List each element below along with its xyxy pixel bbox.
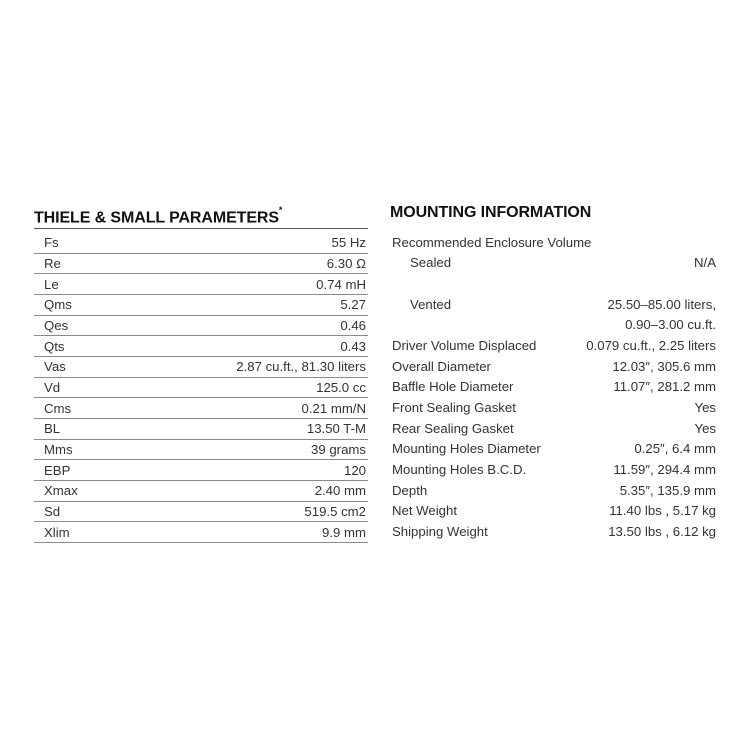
left-param-value: 39 grams — [311, 441, 366, 457]
left-param-label: Fs — [44, 235, 59, 251]
left-param-row — [34, 357, 368, 378]
right-mount-row — [390, 356, 716, 377]
left-param-row — [34, 295, 368, 316]
right-mount-row — [390, 418, 716, 439]
left-param-value: 13.50 T-M — [306, 421, 366, 437]
right-mount-value: 11.40 lbs , 5.17 kg — [609, 503, 716, 519]
right-mount-row — [390, 315, 716, 336]
right-mount-row — [390, 480, 716, 501]
left-param-value: 0.46 — [340, 317, 366, 333]
left-param-label: Sd — [44, 503, 61, 519]
left-param-label: Qts — [44, 338, 65, 354]
right-mount-value: 11.07″, 281.2 mm — [613, 379, 716, 395]
left-param-value: 9.9 mm — [322, 524, 366, 540]
left-param-label: Qms — [44, 297, 72, 313]
left-param-row — [34, 254, 368, 275]
right-mount-label: Overall Diameter — [392, 358, 491, 374]
right-mount-value: N/A — [694, 255, 716, 271]
right-mount-label: Net Weight — [392, 503, 457, 519]
right-mount-value: 0.079 cu.ft., 2.25 liters — [586, 338, 716, 354]
left-param-row — [34, 481, 368, 502]
left-param-label: Re — [44, 255, 61, 271]
right-mount-label: Driver Volume Displaced — [392, 338, 537, 354]
left-param-label: Mms — [44, 441, 73, 457]
left-param-label: Qes — [44, 317, 69, 333]
left-param-label: Cms — [44, 400, 72, 416]
mounting-information-section — [390, 198, 716, 542]
right-mount-label: Baffle Hole Diameter — [392, 379, 514, 395]
left-param-row — [34, 336, 368, 357]
parameters-table — [34, 233, 368, 543]
left-param-label: Vd — [44, 379, 61, 395]
left-param-label: Xmax — [44, 483, 78, 499]
thiele-small-heading — [34, 198, 368, 229]
left-param-label: Vas — [44, 359, 66, 375]
left-param-row — [34, 502, 368, 523]
left-param-value: 120 — [343, 462, 366, 478]
mounting-table — [390, 232, 716, 542]
right-mount-label: Recommended Enclosure Volume — [392, 234, 592, 250]
left-param-value: 5.27 — [340, 297, 366, 313]
left-param-value: 2.40 mm — [314, 483, 366, 499]
right-mount-value: 0.90–3.00 cu.ft. — [625, 317, 716, 333]
right-mount-label: Shipping Weight — [392, 524, 488, 540]
right-mount-label: Vented — [410, 296, 452, 312]
left-param-row — [34, 419, 368, 440]
thiele-small-title: THIELE & SMALL PARAMETERS — [34, 209, 279, 227]
right-mount-value: 13.50 lbs , 6.12 kg — [608, 524, 716, 540]
left-param-value: 125.0 cc — [316, 379, 366, 395]
thiele-small-parameters-section — [34, 198, 368, 543]
right-mount-label: Front Sealing Gasket — [392, 400, 516, 416]
left-param-value: 519.5 cm2 — [304, 503, 366, 519]
right-mount-value: 0.25″, 6.4 mm — [634, 441, 716, 457]
left-param-value: 6.30 Ω — [326, 255, 366, 271]
left-param-row — [34, 460, 368, 481]
right-mount-value: 12.03″, 305.6 mm — [612, 358, 716, 374]
left-param-label: EBP — [44, 462, 71, 478]
right-mount-label: Rear Sealing Gasket — [392, 420, 514, 436]
right-mount-row — [390, 521, 716, 542]
right-mount-value: 11.59″, 294.4 mm — [613, 462, 716, 478]
left-param-row — [34, 316, 368, 337]
mounting-title: MOUNTING INFORMATION — [390, 204, 592, 221]
left-param-label: Xlim — [44, 524, 70, 540]
right-mount-row — [390, 253, 716, 274]
right-mount-row — [390, 459, 716, 480]
left-param-label: BL — [44, 421, 61, 437]
left-param-row — [34, 274, 368, 295]
left-param-row — [34, 233, 368, 254]
left-param-value: 55 Hz — [331, 235, 366, 251]
left-param-value: 0.21 mm/N — [301, 400, 366, 416]
right-mount-label: Mounting Holes B.C.D. — [392, 462, 527, 478]
title-footnote-mark: * — [278, 205, 283, 215]
right-mount-row — [390, 377, 716, 398]
right-mount-row — [390, 335, 716, 356]
right-mount-value: Yes — [694, 400, 716, 416]
mounting-heading — [390, 198, 716, 228]
left-param-label: Le — [44, 276, 59, 292]
left-param-value: 0.74 mH — [316, 276, 366, 292]
right-mount-label: Sealed — [410, 255, 452, 271]
right-mount-row — [390, 501, 716, 522]
right-mount-row — [390, 397, 716, 418]
left-param-value: 0.43 — [340, 338, 366, 354]
right-mount-label: Mounting Holes Diameter — [392, 441, 541, 457]
right-mount-value: 5.35″, 135.9 mm — [619, 482, 716, 498]
left-param-row — [34, 378, 368, 399]
right-mount-row — [390, 294, 716, 315]
right-mount-row — [390, 439, 716, 460]
right-mount-row — [390, 273, 716, 294]
right-mount-value: Yes — [694, 420, 716, 436]
right-mount-label: Depth — [392, 482, 428, 498]
left-param-row — [34, 522, 368, 543]
right-mount-row — [390, 232, 716, 253]
left-param-row — [34, 440, 368, 461]
right-mount-value: 25.50–85.00 liters, — [607, 296, 716, 312]
left-param-row — [34, 398, 368, 419]
left-param-value: 2.87 cu.ft., 81.30 liters — [236, 359, 366, 375]
